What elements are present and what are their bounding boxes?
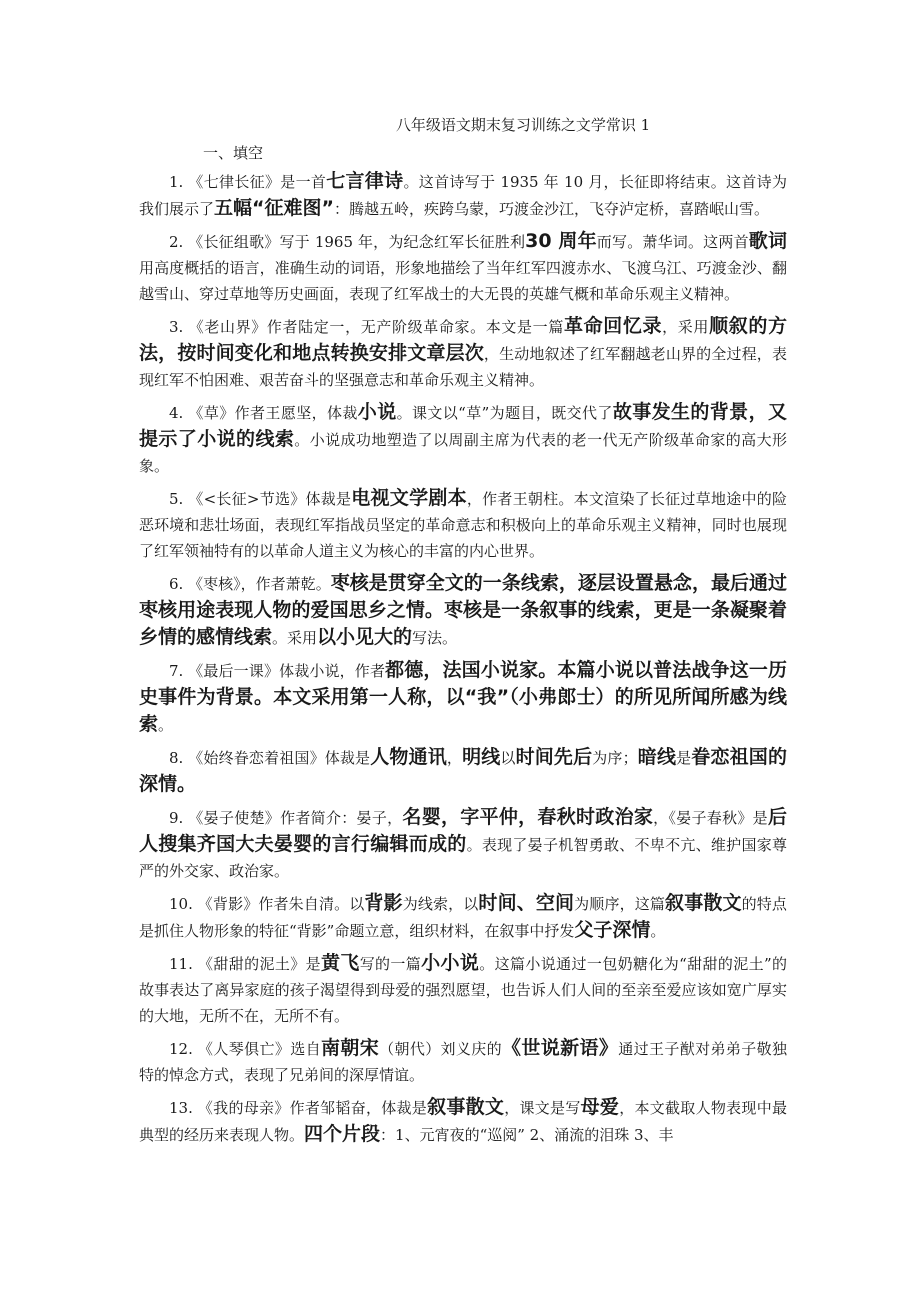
body-text: （朝代）刘义庆的 <box>379 1040 503 1058</box>
emphasis-text: 叙事散文 <box>665 892 742 914</box>
emphasis-text: 暗线 <box>637 746 677 768</box>
body-text: 的特点是抓住人物形象的特征“背影”命题立意，组织材料，在叙事中抒发 <box>139 895 787 940</box>
body-text: 。采用 <box>272 629 318 647</box>
emphasis-text: 叙事散文 <box>427 1096 505 1118</box>
section-heading: 一、填空 <box>203 144 264 162</box>
body-text: 13. 《我的母亲》作者邹韬奋，体裁是 <box>169 1099 428 1117</box>
body-text: 12. 《人琴俱亡》选自 <box>169 1040 321 1058</box>
paragraph-11 <box>139 950 787 1029</box>
body-text: ，本文截取人物表现中最典型的经历来表现人物。 <box>139 1099 787 1144</box>
body-text: ：1、元宵夜的“巡阅” 2、涌流的泪珠 3、丰 <box>380 1126 674 1144</box>
body-text: 2. 《长征组歌》写于 1965 年，为纪念红军长征胜利 <box>169 233 526 251</box>
emphasis-text: 《世说新语》 <box>502 1037 619 1059</box>
emphasis-text: 枣核是贯穿全文的一条线索，逐层设置悬念，最后通过枣核用途表现人物的爱国思乡之情。枣核是一条叙事的线索，更是一条凝聚着乡情的感情线索 <box>139 572 787 648</box>
body-text: 。课文以“草”为题目，既交代了 <box>396 404 613 422</box>
body-text: 。小说成功地塑造了以周副主席为代表的老一代无产阶级革命家的高大形象。 <box>139 431 787 475</box>
paragraph-4 <box>139 399 787 479</box>
emphasis-text: 明线 <box>462 746 501 768</box>
emphasis-text: 南朝宋 <box>320 1037 380 1059</box>
emphasis-text: 30 周年 <box>525 230 597 252</box>
body-text: ，生动地叙述了红军翻越老山界的全过程，表现红军不怕困难、艰苦奋斗的坚强意志和革命乐观主义精神。 <box>139 345 787 389</box>
body-text: 9. 《晏子使楚》作者简介：晏子， <box>169 809 403 827</box>
body-text: 3. 《老山界》作者陆定一，无产阶级革命家。本文是一篇 <box>169 318 564 336</box>
emphasis-text: 顺叙的方法，按时间变化和地点转换安排文章层次 <box>139 315 787 364</box>
paragraph-9 <box>139 804 787 884</box>
body-text: ， <box>446 749 463 767</box>
emphasis-text: 五幅“征难图” <box>214 197 334 219</box>
emphasis-text: 小说 <box>357 401 397 423</box>
body-text: 以 <box>500 749 516 767</box>
emphasis-text: 眷恋祖国的深情。 <box>139 746 787 795</box>
emphasis-text: 七言律诗 <box>326 170 404 192</box>
body-text: 为顺序，这篇 <box>574 895 666 913</box>
body-text: 10. 《背影》作者朱自清。以 <box>169 895 365 913</box>
paragraph-6 <box>139 570 787 651</box>
paragraph-1 <box>139 168 787 222</box>
emphasis-text: 革命回忆录 <box>563 315 663 337</box>
body-text: 。表现了晏子机智勇敢、不卑不亢、维护国家尊严的外交家、政治家。 <box>139 836 787 880</box>
body-text: 。这首诗写于 1935 年 10 月，长征即将结束。这首诗为我们展示了 <box>139 173 787 218</box>
paragraph-2 <box>139 228 787 307</box>
emphasis-text: 时间、空间 <box>478 892 575 914</box>
emphasis-text: 母爱 <box>580 1096 620 1118</box>
body-text: 为序； <box>592 749 638 767</box>
body-text: 。 <box>158 716 174 734</box>
emphasis-text: 后人搜集齐国大夫晏婴的言行编辑而成的 <box>139 806 787 855</box>
emphasis-text: 黄飞 <box>320 952 360 974</box>
body-text: 6. 《枣核》，作者萧乾。 <box>169 575 331 593</box>
emphasis-text: 父子深情 <box>574 919 651 941</box>
body-text: 写法。 <box>412 629 458 647</box>
emphasis-text: 以小见大的 <box>317 626 413 648</box>
emphasis-text: 四个片段 <box>304 1123 381 1145</box>
emphasis-text: 小小说 <box>421 952 480 974</box>
emphasis-text: 背影 <box>364 892 403 914</box>
paragraph-5 <box>139 485 787 564</box>
body-text: 1. 《七律长征》是一首 <box>169 173 327 191</box>
body-text: ，采用 <box>662 318 710 336</box>
body-text: ，课文是写 <box>504 1099 581 1117</box>
body-text: 5. 《<长征>节选》体裁是 <box>169 490 352 508</box>
body-text: 7. 《最后一课》体裁小说，作者 <box>169 662 386 680</box>
body-text: 通过王子猷对弟弟子敬独特的悼念方式，表现了兄弟间的深厚情谊。 <box>139 1040 787 1084</box>
emphasis-text: 时间先后 <box>515 746 593 768</box>
emphasis-text: 名婴，字平仲，春秋时政治家 <box>402 806 654 828</box>
emphasis-text: 歌词 <box>748 230 787 252</box>
emphasis-text: 故事发生的背景，又提示了小说的线索 <box>139 401 787 450</box>
paragraph-3 <box>139 313 787 393</box>
body-text: 写的一篇 <box>359 955 422 973</box>
body-text: 。这篇小说通过一包奶糖化为“甜甜的泥土”的故事表达了离异家庭的孩子渴望得到母爱的强烈愿望，也告诉人们人间的至亲至爱应该如宽广厚实的大地，无所不在，无所不有。 <box>139 955 787 1025</box>
body-text: ，《晏子春秋》是 <box>653 809 768 827</box>
paragraph-10 <box>139 890 787 944</box>
paragraph-12 <box>139 1035 787 1088</box>
emphasis-text: 人物通讯 <box>370 746 447 768</box>
body-text: 用高度概括的语言，准确生动的词语，形象地描绘了当年红军四渡赤水、飞渡乌江、巧渡金沙、翻越雪山、穿过草地等历史画面，表现了红军战士的大无畏的英雄气概和革命乐观主义精神。 <box>139 259 787 303</box>
document-title: 八年级语文期末复习训练之文学常识 1 <box>395 116 651 134</box>
paragraph-13 <box>139 1094 787 1148</box>
body-text: 8. 《始终眷恋着祖国》体裁是 <box>169 749 371 767</box>
body-text: 而写。萧华词。这两首 <box>596 233 749 251</box>
paragraph-8 <box>139 744 787 798</box>
body-text: 11. 《甜甜的泥土》是 <box>169 955 321 973</box>
emphasis-text: 电视文学剧本 <box>351 487 467 509</box>
body-text: 4. 《草》作者王愿坚，体裁 <box>169 404 358 422</box>
document-page <box>139 112 787 1154</box>
body-text: ：腾越五岭，疾跨乌蒙，巧渡金沙江，飞夺泸定桥，喜踏岷山雪。 <box>334 200 770 218</box>
body-text: 。 <box>650 922 666 940</box>
body-text: 是 <box>676 749 692 767</box>
paragraph-7 <box>139 657 787 738</box>
body-text: ，作者王朝柱。本文渲染了长征过草地途中的险恶环境和悲壮场面，表现红军指战员坚定的革命意志和积极向上的革命乐观主义精神，同时也展现了红军领袖特有的以革命人道主义为核心的丰富的内心世界。 <box>139 490 787 560</box>
emphasis-text: 都德，法国小说家。本篇小说以普法战争这一历史事件为背景。本文采用第一人称，以“我”（小弗郎士）的所见所闻所感为线索 <box>139 659 787 735</box>
paragraph-list <box>139 168 787 1148</box>
body-text: 为线索，以 <box>402 895 479 913</box>
